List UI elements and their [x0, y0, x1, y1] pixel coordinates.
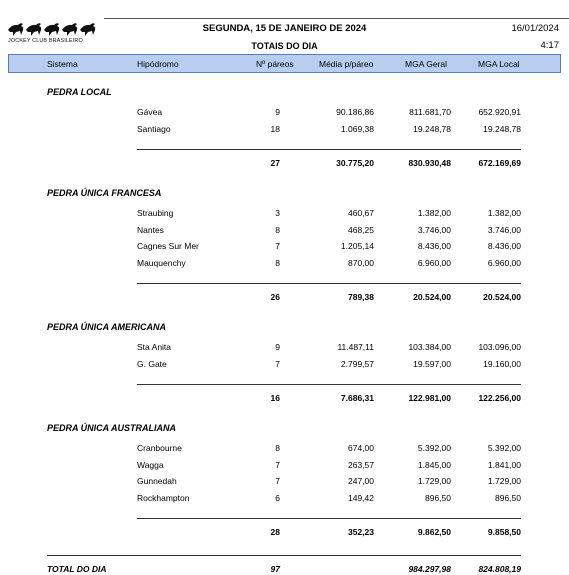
- cell-pareos: 9: [275, 342, 280, 352]
- cell-media: 870,00: [348, 258, 374, 268]
- table-row: [0, 107, 569, 121]
- cell-hipodromo: G. Gate: [137, 359, 167, 369]
- cell-mga-geral: 19.248,78: [413, 124, 451, 134]
- column-header-bar: [8, 54, 561, 73]
- cell-mga-local: 3.746,00: [487, 225, 521, 235]
- cell-mga-geral: 5.392,00: [417, 443, 451, 453]
- col-mga-geral: MGA Geral: [405, 59, 448, 69]
- cell-media: 2.799,57: [340, 359, 374, 369]
- report-subtitle: TOTAIS DO DIA: [251, 41, 318, 51]
- header-rule: [104, 18, 569, 19]
- cell-mga-geral: 6.960,00: [417, 258, 451, 268]
- report-title: SEGUNDA, 15 DE JANEIRO DE 2024: [202, 23, 367, 34]
- subtotal-mga-local: 122.256,00: [478, 393, 521, 403]
- subtotal-mga-geral: 20.524,00: [413, 292, 451, 302]
- cell-hipodromo: Gávea: [137, 107, 163, 117]
- report-time: 4:17: [540, 40, 559, 51]
- cell-mga-local: 652.920,91: [478, 107, 521, 117]
- table-row: [0, 460, 569, 474]
- subtotal-mga-local: 9.858,50: [487, 527, 521, 537]
- subtotal-media: 30.775,20: [336, 158, 374, 168]
- cell-media: 468,25: [348, 225, 374, 235]
- cell-mga-local: 1.841,00: [487, 460, 521, 470]
- cell-pareos: 7: [275, 241, 280, 251]
- table-row: [0, 258, 569, 272]
- grand-total-pareos: 97: [270, 564, 280, 574]
- cell-mga-local: 896,50: [495, 493, 521, 503]
- cell-mga-geral: 896,50: [425, 493, 451, 503]
- cell-hipodromo: Gunnedah: [137, 476, 177, 486]
- report-date: 16/01/2024: [511, 23, 559, 34]
- col-hipodromo: Hipódromo: [137, 59, 179, 69]
- subtotal-pareos: 26: [270, 292, 280, 302]
- cell-pareos: 3: [275, 208, 280, 218]
- cell-hipodromo: Mauquenchy: [137, 258, 186, 268]
- cell-mga-geral: 8.436,00: [417, 241, 451, 251]
- cell-hipodromo: Sta Anita: [137, 342, 172, 352]
- cell-pareos: 7: [275, 476, 280, 486]
- cell-mga-local: 19.160,00: [483, 359, 521, 369]
- cell-hipodromo: Rockhampton: [137, 493, 190, 503]
- cell-hipodromo: Cagnes Sur Mer: [137, 241, 199, 251]
- cell-hipodromo: Santiago: [137, 124, 171, 134]
- subtotal-media: 789,38: [348, 292, 374, 302]
- subtotal-mga-local: 672.169,69: [478, 158, 521, 168]
- grand-total-mga-local: 824.808,19: [478, 564, 521, 574]
- cell-mga-geral: 3.746,00: [417, 225, 451, 235]
- table-row: [0, 208, 569, 222]
- cell-mga-local: 6.960,00: [487, 258, 521, 268]
- table-row: [0, 359, 569, 373]
- table-row: [0, 493, 569, 507]
- cell-mga-geral: 1.382,00: [417, 208, 451, 218]
- table-row: [0, 342, 569, 356]
- subtotal-rule: [137, 518, 521, 519]
- grand-total-label: TOTAL DO DIA: [47, 564, 107, 574]
- cell-mga-geral: 1.845,00: [417, 460, 451, 470]
- cell-pareos: 8: [275, 443, 280, 453]
- cell-media: 460,67: [348, 208, 374, 218]
- cell-mga-local: 5.392,00: [487, 443, 521, 453]
- cell-media: 149,42: [348, 493, 374, 503]
- subtotal-rule: [137, 149, 521, 150]
- cell-mga-geral: 811.681,70: [409, 107, 451, 117]
- cell-media: 247,00: [348, 476, 374, 486]
- table-row: [0, 476, 569, 490]
- cell-media: 674,00: [348, 443, 374, 453]
- cell-hipodromo: Straubing: [137, 208, 174, 218]
- cell-mga-local: 1.382,00: [487, 208, 521, 218]
- table-row: [0, 124, 569, 138]
- section-title: PEDRA LOCAL: [47, 87, 112, 97]
- col-sistema: Sistema: [47, 59, 78, 69]
- cell-pareos: 6: [275, 493, 280, 503]
- cell-pareos: 7: [275, 359, 280, 369]
- subtotal-media: 7.686,31: [340, 393, 374, 403]
- cell-media: 90.186,86: [336, 107, 374, 117]
- cell-mga-geral: 103.384,00: [408, 342, 451, 352]
- cell-pareos: 9: [275, 107, 280, 117]
- subtotal-mga-local: 20.524,00: [483, 292, 521, 302]
- col-mga-local: MGA Local: [478, 59, 520, 69]
- cell-media: 1.069,38: [340, 124, 374, 134]
- subtotal-row: [0, 158, 569, 172]
- subtotal-row: [0, 292, 569, 306]
- cell-mga-geral: 1.729,00: [417, 476, 451, 486]
- table-row: [0, 443, 569, 457]
- section-title: PEDRA ÚNICA AMERICANA: [47, 322, 166, 332]
- subtotal-pareos: 27: [270, 158, 280, 168]
- subtotal-row: [0, 527, 569, 541]
- subtotal-mga-geral: 830.930,48: [408, 158, 451, 168]
- col-pareos: Nº páreos: [256, 59, 294, 69]
- col-media: Média p/páreo: [319, 59, 374, 69]
- subtotal-mga-geral: 122.981,00: [408, 393, 451, 403]
- subtotal-row: [0, 393, 569, 407]
- cell-mga-local: 103.096,00: [478, 342, 521, 352]
- table-row: [0, 225, 569, 239]
- cell-media: 263,57: [348, 460, 374, 470]
- grand-total-rule: [47, 555, 521, 556]
- section-title: PEDRA ÚNICA FRANCESA: [47, 188, 162, 198]
- subtotal-mga-geral: 9.862,50: [417, 527, 451, 537]
- subtotal-pareos: 28: [270, 527, 280, 537]
- table-row: [0, 241, 569, 255]
- cell-hipodromo: Cranbourne: [137, 443, 182, 453]
- cell-hipodromo: Wagga: [137, 460, 164, 470]
- subtotal-media: 352,23: [348, 527, 374, 537]
- subtotal-rule: [137, 283, 521, 284]
- section-title: PEDRA ÚNICA AUSTRALIANA: [47, 423, 176, 433]
- grand-total-row: [0, 564, 569, 575]
- cell-mga-local: 1.729,00: [487, 476, 521, 486]
- subtotal-rule: [137, 384, 521, 385]
- cell-media: 11.487,11: [337, 342, 374, 352]
- cell-pareos: 18: [270, 124, 280, 134]
- grand-total-mga-geral: 984.297,98: [408, 564, 451, 574]
- cell-hipodromo: Nantes: [137, 225, 164, 235]
- cell-media: 1.205,14: [340, 241, 374, 251]
- subtotal-pareos: 16: [270, 393, 280, 403]
- logo-text: JOCKEY CLUB BRASILEIRO: [8, 38, 83, 44]
- cell-pareos: 8: [275, 225, 280, 235]
- cell-pareos: 7: [275, 460, 280, 470]
- cell-mga-local: 8.436,00: [487, 241, 521, 251]
- cell-mga-local: 19.248,78: [483, 124, 521, 134]
- report-header: [0, 0, 569, 54]
- cell-mga-geral: 19.597,00: [413, 359, 451, 369]
- cell-pareos: 8: [275, 258, 280, 268]
